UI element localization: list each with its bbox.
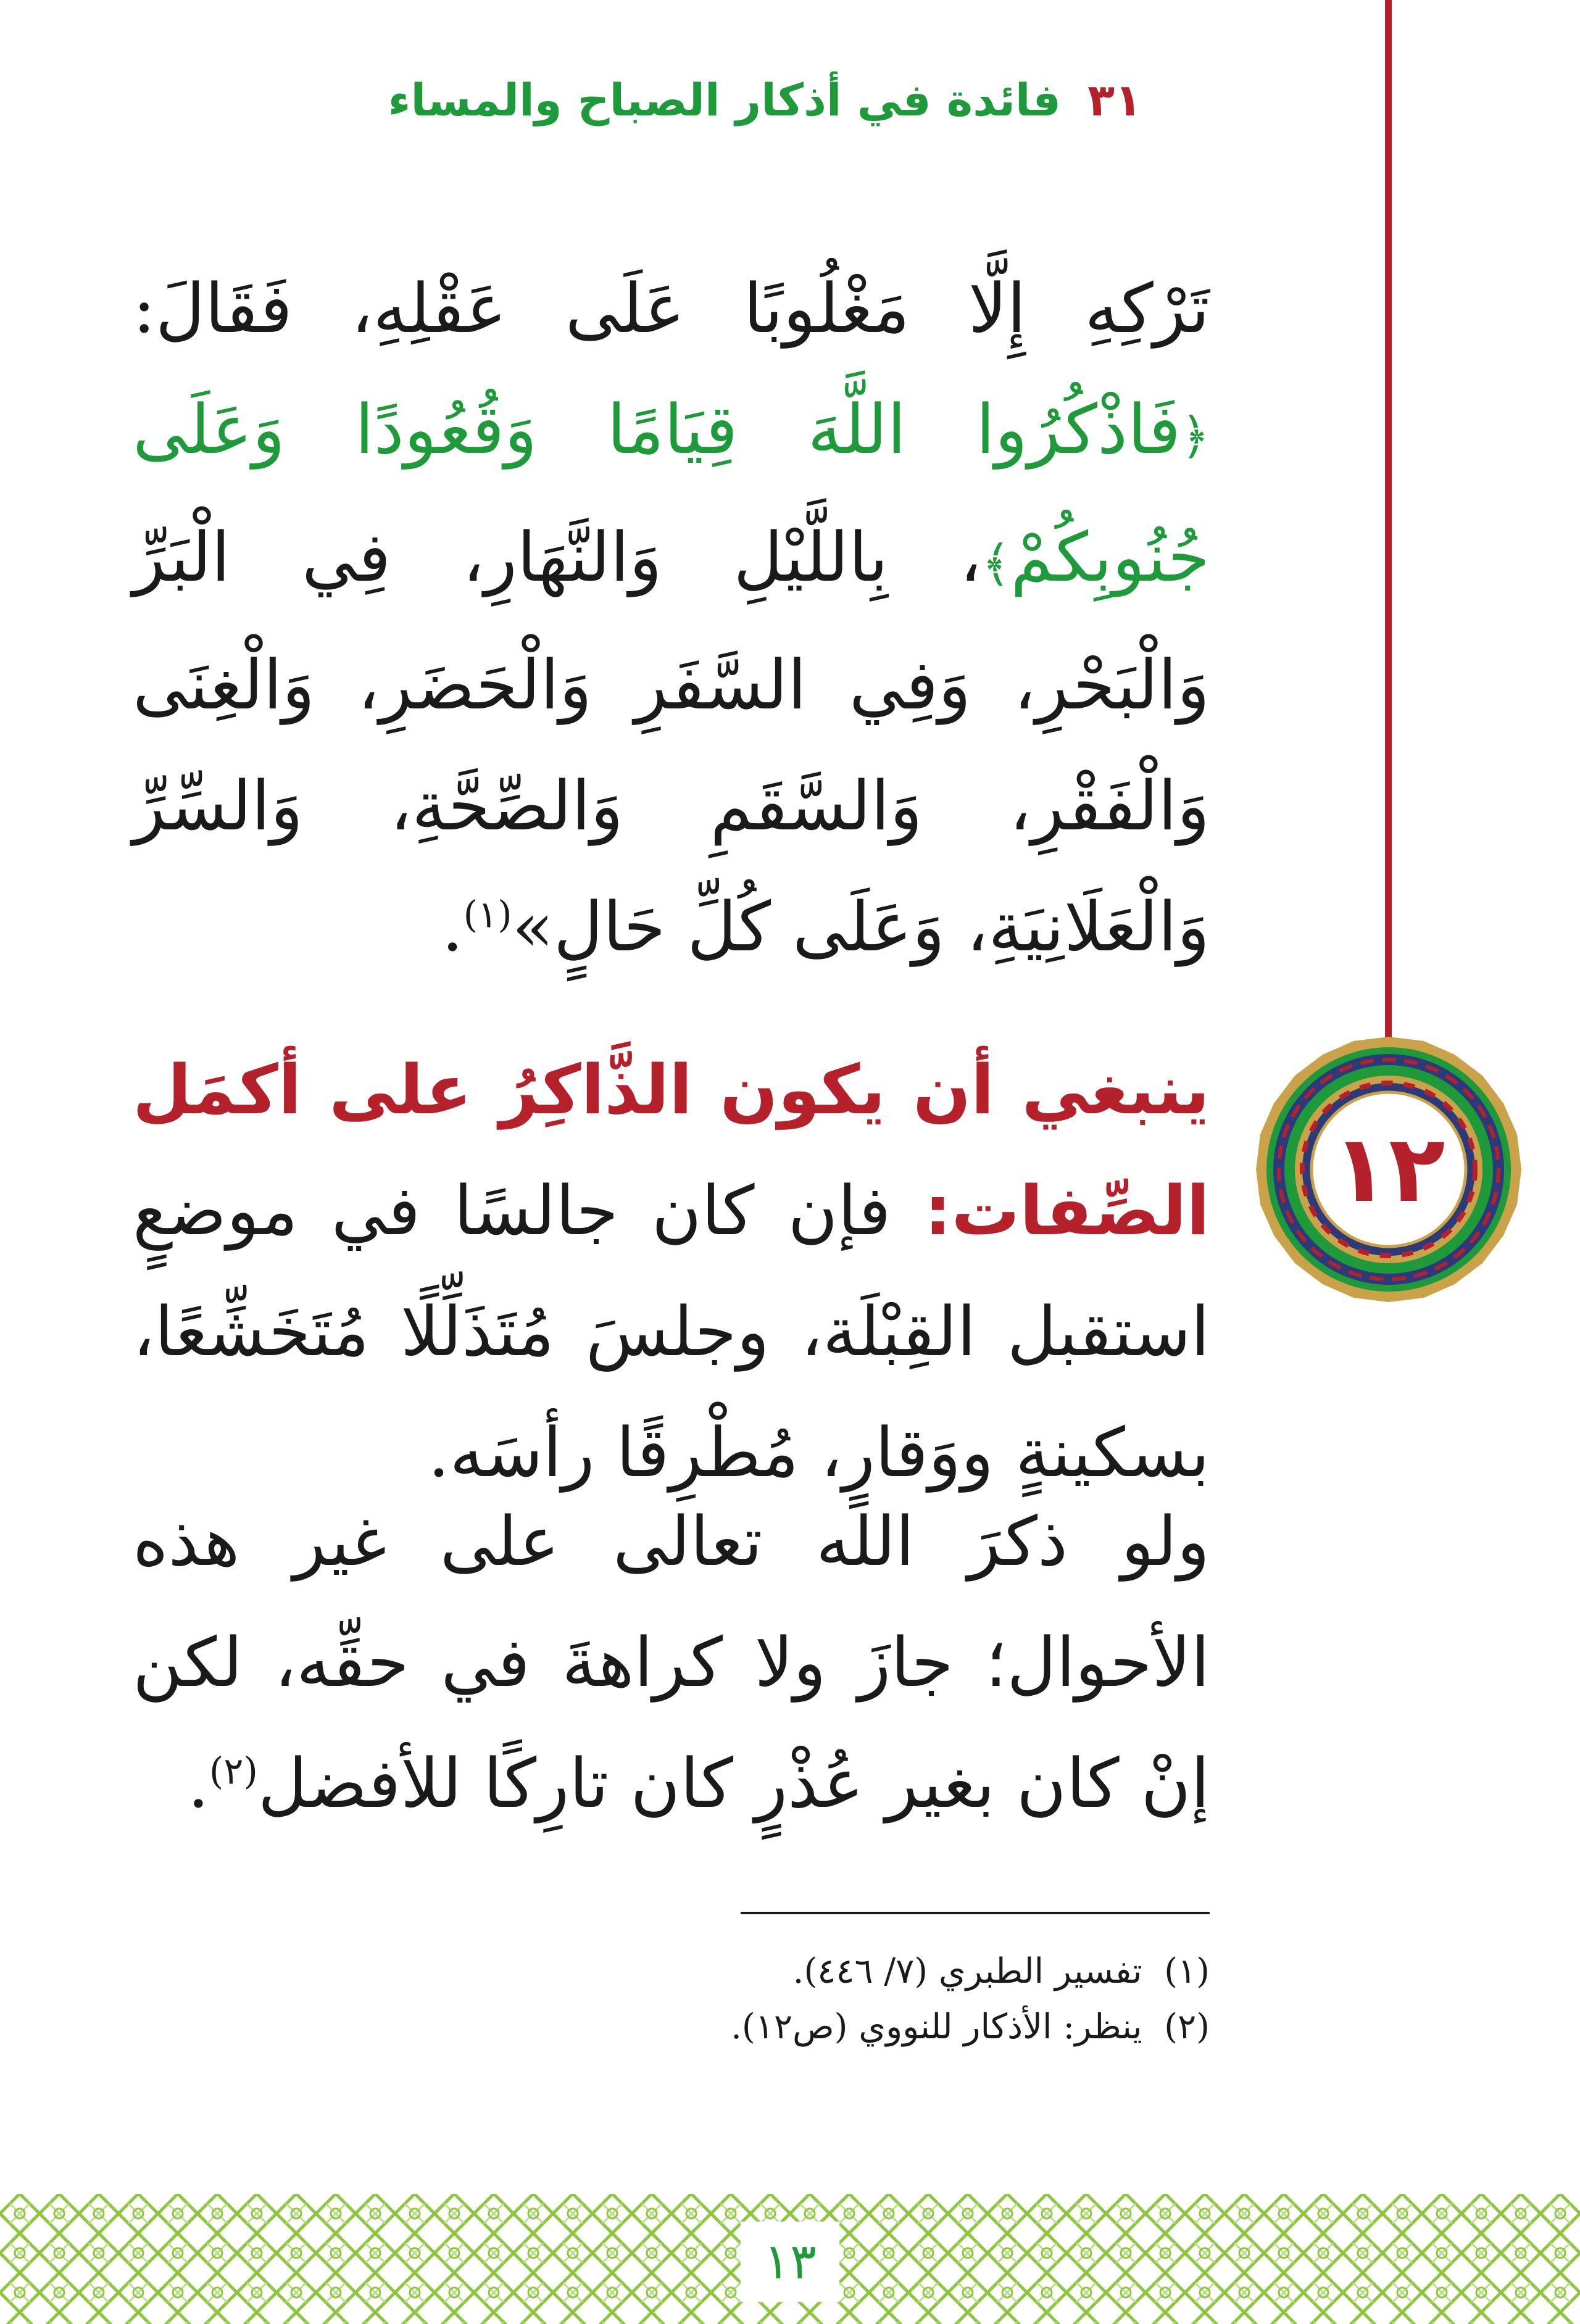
footnotes <box>555 1944 1210 2067</box>
header-number: ٣١ <box>1087 74 1142 126</box>
quran-verse: فَاذْكُرُوا اللَّهَ قِيَامًا وَقُعُودًا وَعَلَى جُنُوبِكُمْ <box>133 390 1210 597</box>
section-number: ١٢ <box>1332 1116 1445 1223</box>
footnote-ref-2[interactable]: (٢) <box>209 1749 258 1793</box>
paragraph3-end: . <box>187 1744 209 1823</box>
paragraph-hadith <box>133 248 1210 966</box>
footnote-item <box>555 1944 1210 1999</box>
paragraph3-text: ولو ذكرَ الله تعالى على غير هذه الأحوال؛ جازَ ولا كراهةَ في حقِّه، لكن إنْ كان بغير عُذْرٍ كان تارِكًا للأفضل <box>133 1502 1210 1823</box>
footnote-text: تفسير الطبري (٧/ ٤٤٦). <box>792 1951 1142 1991</box>
paragraph1-part1: تَرْكِهِ إِلَّا مَغْلُوبًا عَلَى عَقْلِهِ، فَقَالَ: <box>133 269 1210 348</box>
footnote-num: (٢) <box>1164 2007 1210 2047</box>
margin-rule <box>1385 0 1392 1043</box>
page-number: ١٣ <box>741 2222 839 2302</box>
footnote-num: (١) <box>1164 1951 1210 1991</box>
footnote-divider <box>741 1912 1210 1914</box>
paragraph-section <box>133 1029 1210 1492</box>
section-text: فإن كان جالسًا في موضعٍ استقبل القِبْلَة، وجلسَ مُتَذَلِّلًا مُتَخَشِّعًا، بسكينةٍ ووَقارٍ، مُطْرِقًا رأسَه. <box>133 1171 1210 1492</box>
paragraph1-part2: ، بِاللَّيْلِ وَالنَّهَارِ، فِي الْبَرِّ وَالْبَحْرِ، وَفِي السَّفَرِ وَالْحَضَرِ، وَالْغِنَى وَالْفَقْرِ، وَالسَّقَمِ وَالصِّحَّةِ، وَالسِّرِّ وَالْعَلَانِيَةِ، وَعَلَى كُلِّ حَالٍ» <box>133 518 1210 966</box>
paragraph1-end: . <box>441 887 464 966</box>
section-heading: ينبغي أن يكون الذَّاكِرُ على أكمَل الصِّفات: <box>133 1050 1210 1250</box>
quran-bracket-open: ﴿ <box>1181 407 1210 465</box>
footnote-text: ينظر: الأذكار للنووي (ص١٢). <box>731 2007 1142 2047</box>
quran-bracket-close: ﴾ <box>981 535 1011 592</box>
paragraph-conclusion <box>133 1481 1210 1864</box>
footnote-ref-1[interactable]: (١) <box>463 893 512 937</box>
footnote-item <box>555 1999 1210 2055</box>
header-title: فائدة في أذكار الصباح والمساء <box>388 74 1062 126</box>
running-header <box>370 74 1142 142</box>
